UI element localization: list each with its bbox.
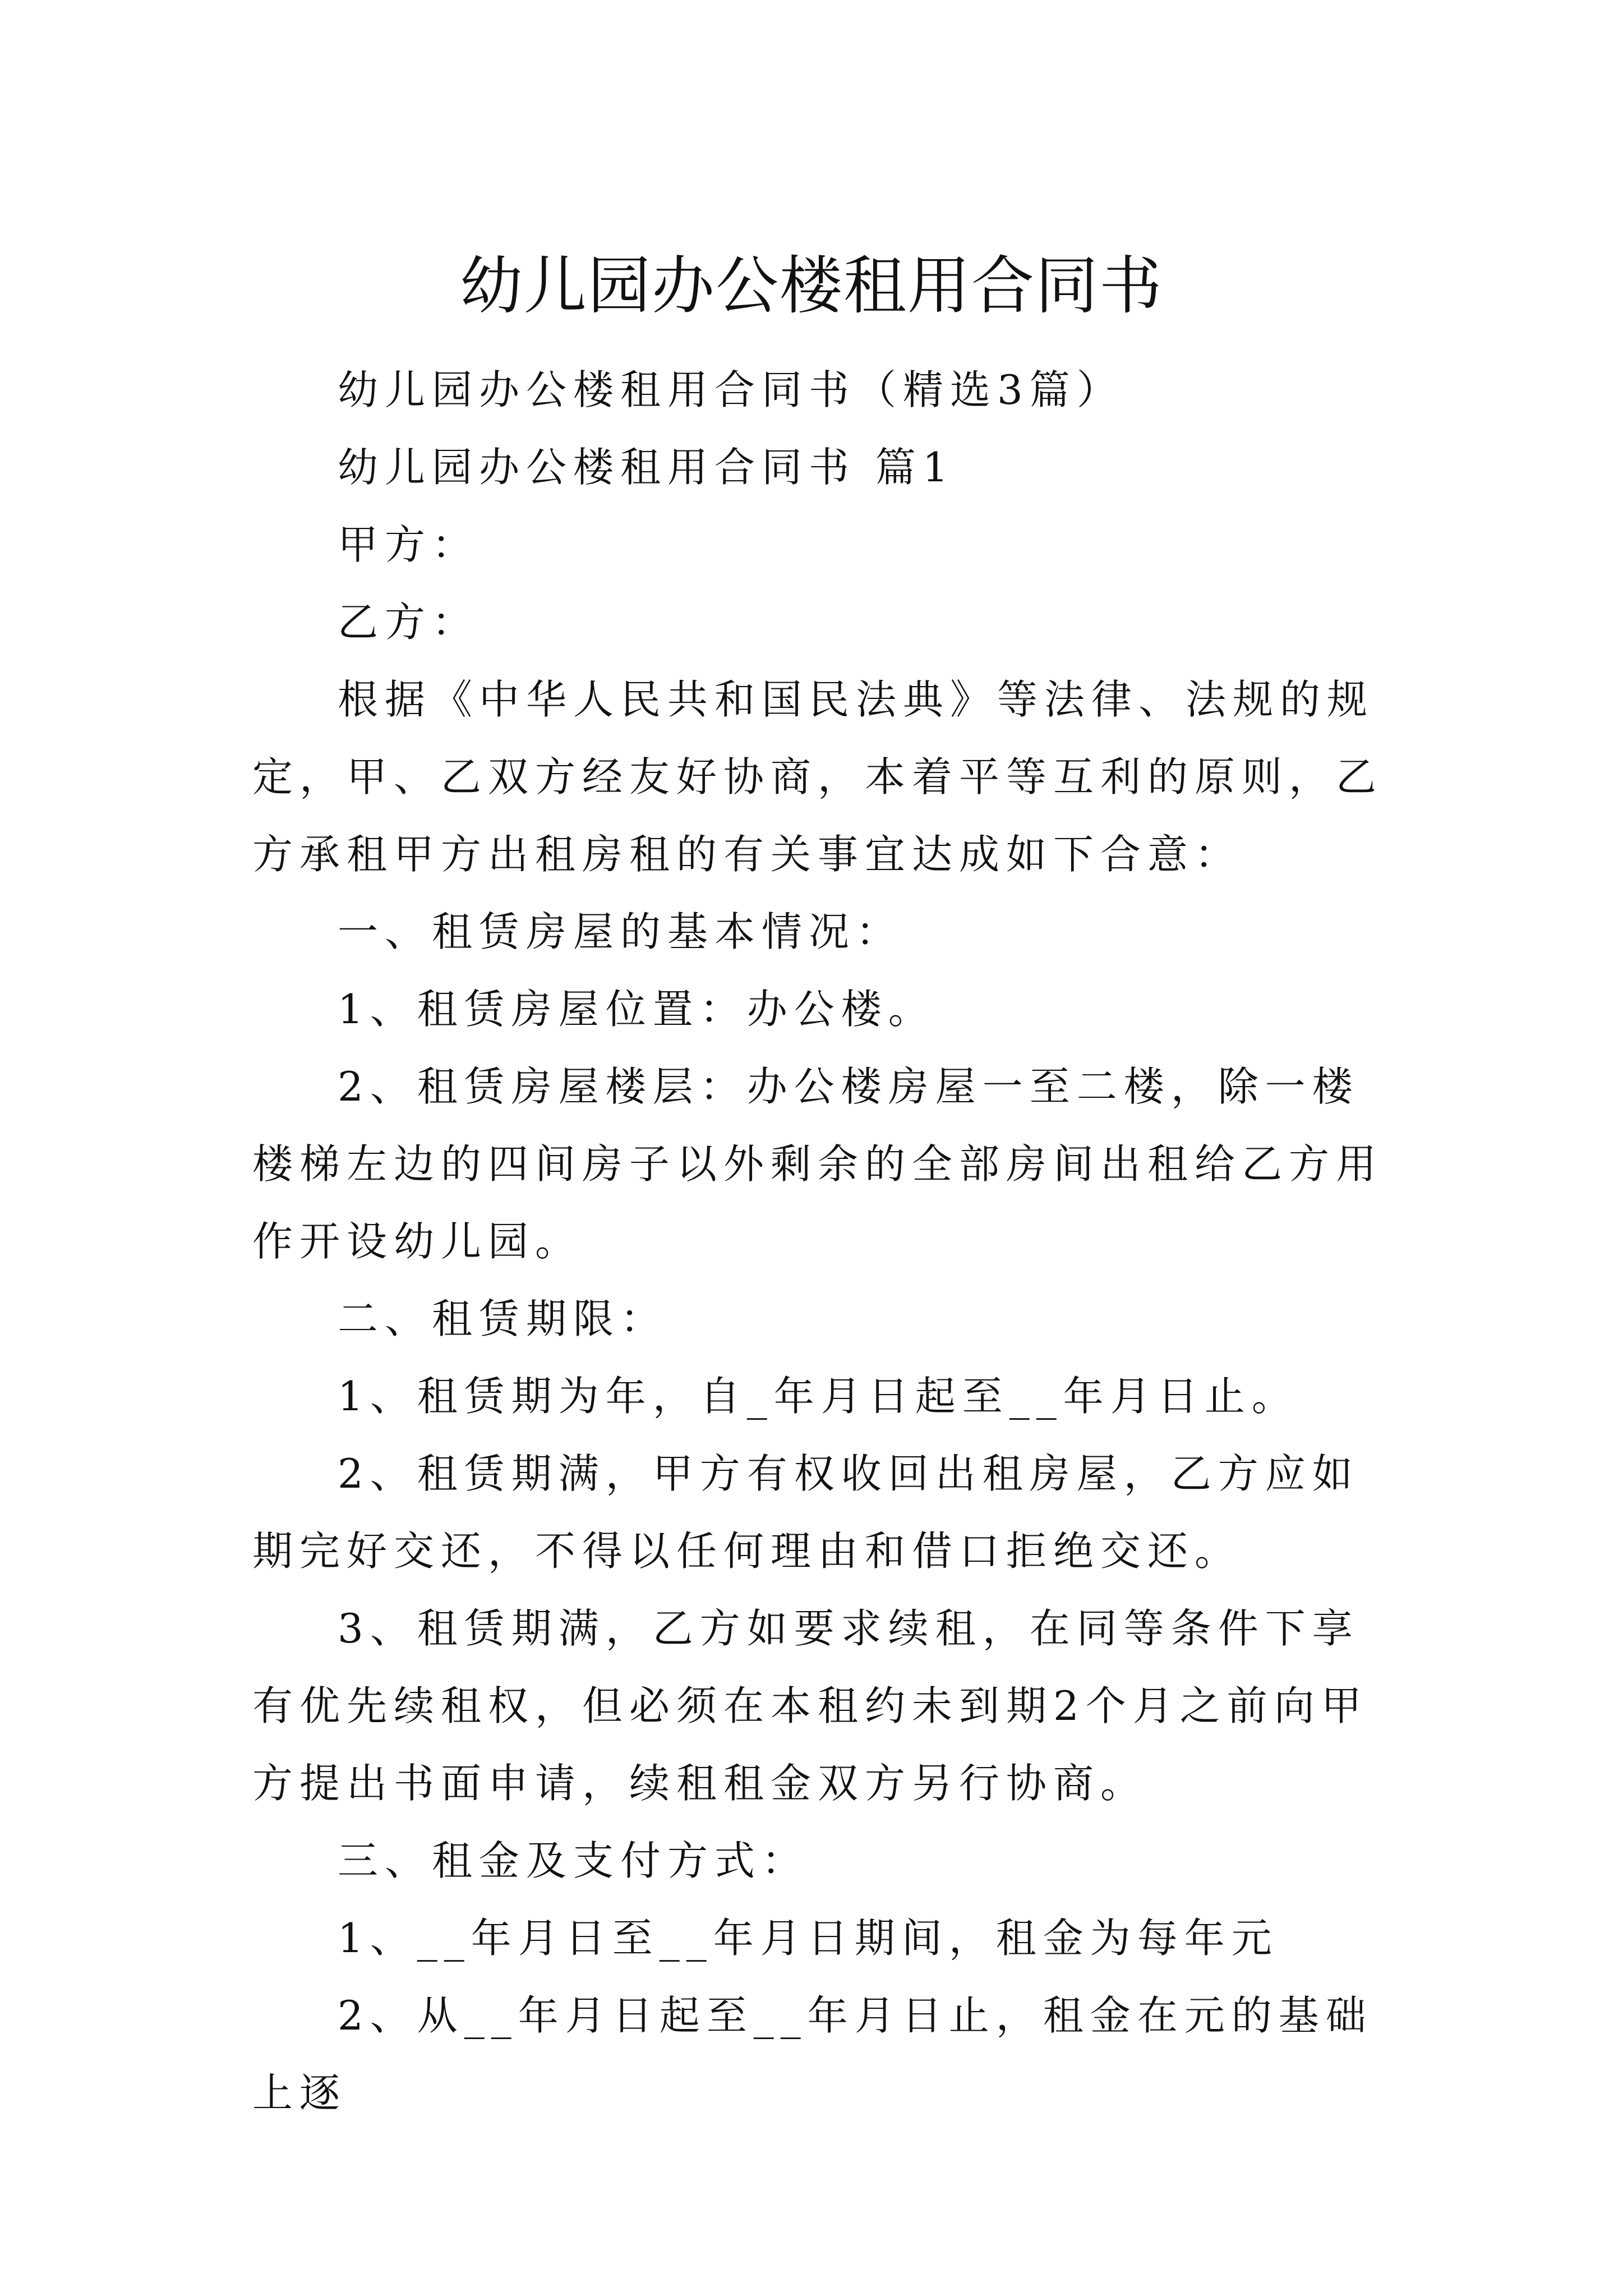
paragraph-clause-item: 2、租赁房屋楼层：办公楼房屋一至二楼，除一楼楼梯左边的四间房子以外剩余的全部房间出租给乙方用作开设幼儿园。 (252, 1063, 1384, 1265)
paragraph-subtitle: 幼儿园办公楼租用合同书（精选3篇） (338, 366, 1124, 413)
document-body (252, 351, 1396, 2132)
paragraph-clause-item: 1、租赁房屋位置：办公楼。 (338, 986, 935, 1033)
paragraph-party-a: 甲方： (338, 521, 479, 568)
paragraph-clause-item: 3、租赁期满，乙方如要求续租，在同等条件下享有优先续租权，但必须在本租约未到期2个月之前向甲方提出书面申请，续租租金双方另行协商。 (252, 1605, 1368, 1807)
paragraph-party-b: 乙方： (338, 599, 479, 646)
paragraph-clause-heading: 三、租金及支付方式： (338, 1837, 809, 1884)
document-title: 幼儿园办公楼租用合同书 (460, 250, 1163, 323)
paragraph-section-heading: 幼儿园办公楼租用合同书 篇1 (338, 444, 955, 491)
paragraph-clause-item: 1、租赁期为年，自_年月日起至__年月日止。 (338, 1373, 1299, 1420)
paragraph-preamble: 根据《中华人民共和国民法典》等法律、法规的规定，甲、乙双方经友好协商，本着平等互利的原则，乙方承租甲方出租房租的有关事宜达成如下合意： (252, 676, 1384, 878)
paragraph-clause-heading: 一、租赁房屋的基本情况： (338, 908, 903, 955)
paragraph-clause-item: 2、从__年月日起至__年月日止，租金在元的基础上逐 (252, 1992, 1373, 2116)
paragraph-clause-heading: 二、租赁期限： (338, 1295, 668, 1342)
paragraph-clause-item: 2、租赁期满，甲方有权收回出租房屋，乙方应如期完好交还，不得以任何理由和借口拒绝交还。 (252, 1450, 1359, 1575)
paragraph-clause-item: 1、__年月日至__年月日期间，租金为每年元 (338, 1915, 1279, 1962)
